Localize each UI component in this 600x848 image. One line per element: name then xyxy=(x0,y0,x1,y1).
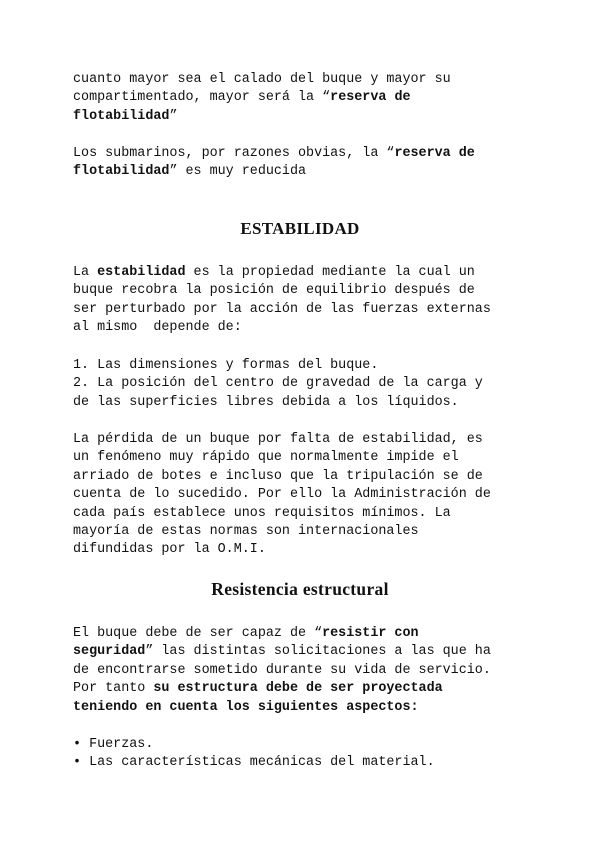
section-heading-estabilidad: ESTABILIDAD xyxy=(240,219,360,238)
paragraph-submarinos xyxy=(73,145,533,182)
list-item-continuation: de las superficies libres debida a los líquidos. xyxy=(73,394,459,410)
text-line: cuenta de lo sucedido. Por ello la Administración de xyxy=(73,487,491,503)
list-item: • Fuerzas. xyxy=(73,737,154,752)
text-line xyxy=(73,108,533,126)
text-line xyxy=(73,145,533,163)
bold-term: su estructura debe de ser proyectada xyxy=(153,681,443,697)
text-line-bold: teniendo en cuenta los siguientes aspectos: xyxy=(73,699,419,715)
text-line xyxy=(73,680,533,698)
bullet-list-aspectos xyxy=(73,736,533,773)
text-run: es la propiedad mediante la cual un xyxy=(185,265,475,280)
paragraph-reserva-flotabilidad xyxy=(73,71,533,126)
bold-term: flotabilidad xyxy=(73,164,170,180)
paragraph-estabilidad xyxy=(73,264,533,338)
list-item: 2. La posición del centro de gravedad de la carga y xyxy=(73,376,483,392)
text-run: compartimentado, mayor será la “ xyxy=(73,90,331,106)
text-line xyxy=(73,643,533,661)
text-line xyxy=(73,89,533,107)
text-line: un fenómeno muy rápido que normalmente impide el xyxy=(73,450,459,466)
bold-term: reserva de xyxy=(330,90,411,106)
text-line: cada país establece unos requisitos mínimos. La xyxy=(73,505,451,521)
bold-term: estabilidad xyxy=(97,265,186,280)
text-line: La pérdida de un buque por falta de estabilidad, es xyxy=(73,432,483,447)
text-run: La xyxy=(73,265,98,280)
bold-term: reserva de xyxy=(394,146,475,161)
list-item: 1. Las dimensiones y formas del buque. xyxy=(73,358,379,373)
text-run: ” xyxy=(169,108,178,124)
section-heading-resistencia: Resistencia estructural xyxy=(211,579,389,599)
bold-term: resistir con xyxy=(322,626,419,641)
bold-term: flotabilidad xyxy=(73,108,170,124)
text-line: mayoría de estas normas son internacionales xyxy=(73,524,419,540)
text-run: El buque debe de ser capaz de “ xyxy=(73,626,323,641)
text-line: difundidas por la O.M.I. xyxy=(73,542,266,558)
text-line xyxy=(73,264,533,282)
text-line xyxy=(73,163,533,181)
numbered-list-estabilidad xyxy=(73,357,533,412)
text-line: arriado de botes e incluso que la tripulación se de xyxy=(73,468,483,484)
text-run: ” es muy reducida xyxy=(169,164,307,180)
paragraph-perdida xyxy=(73,431,533,560)
paragraph-resistencia xyxy=(73,625,533,717)
bold-term: seguridad xyxy=(73,644,146,660)
list-item: • Las características mecánicas del material. xyxy=(73,755,435,771)
text-line xyxy=(73,625,533,643)
text-line: al mismo depende de: xyxy=(73,320,242,336)
text-line: ser perturbado por la acción de las fuerzas externas xyxy=(73,301,491,317)
text-line: de encontrarse sometido durante su vida de servicio. xyxy=(73,662,491,678)
text-run: ” las distintas solicitaciones a las que ha xyxy=(145,644,491,660)
text-run: Por tanto xyxy=(73,681,154,697)
text-line: buque recobra la posición de equilibrio después de xyxy=(73,283,475,299)
text-run: Los submarinos, por razones obvias, la “ xyxy=(73,146,395,161)
text-line: cuanto mayor sea el calado del buque y mayor su xyxy=(73,72,451,87)
